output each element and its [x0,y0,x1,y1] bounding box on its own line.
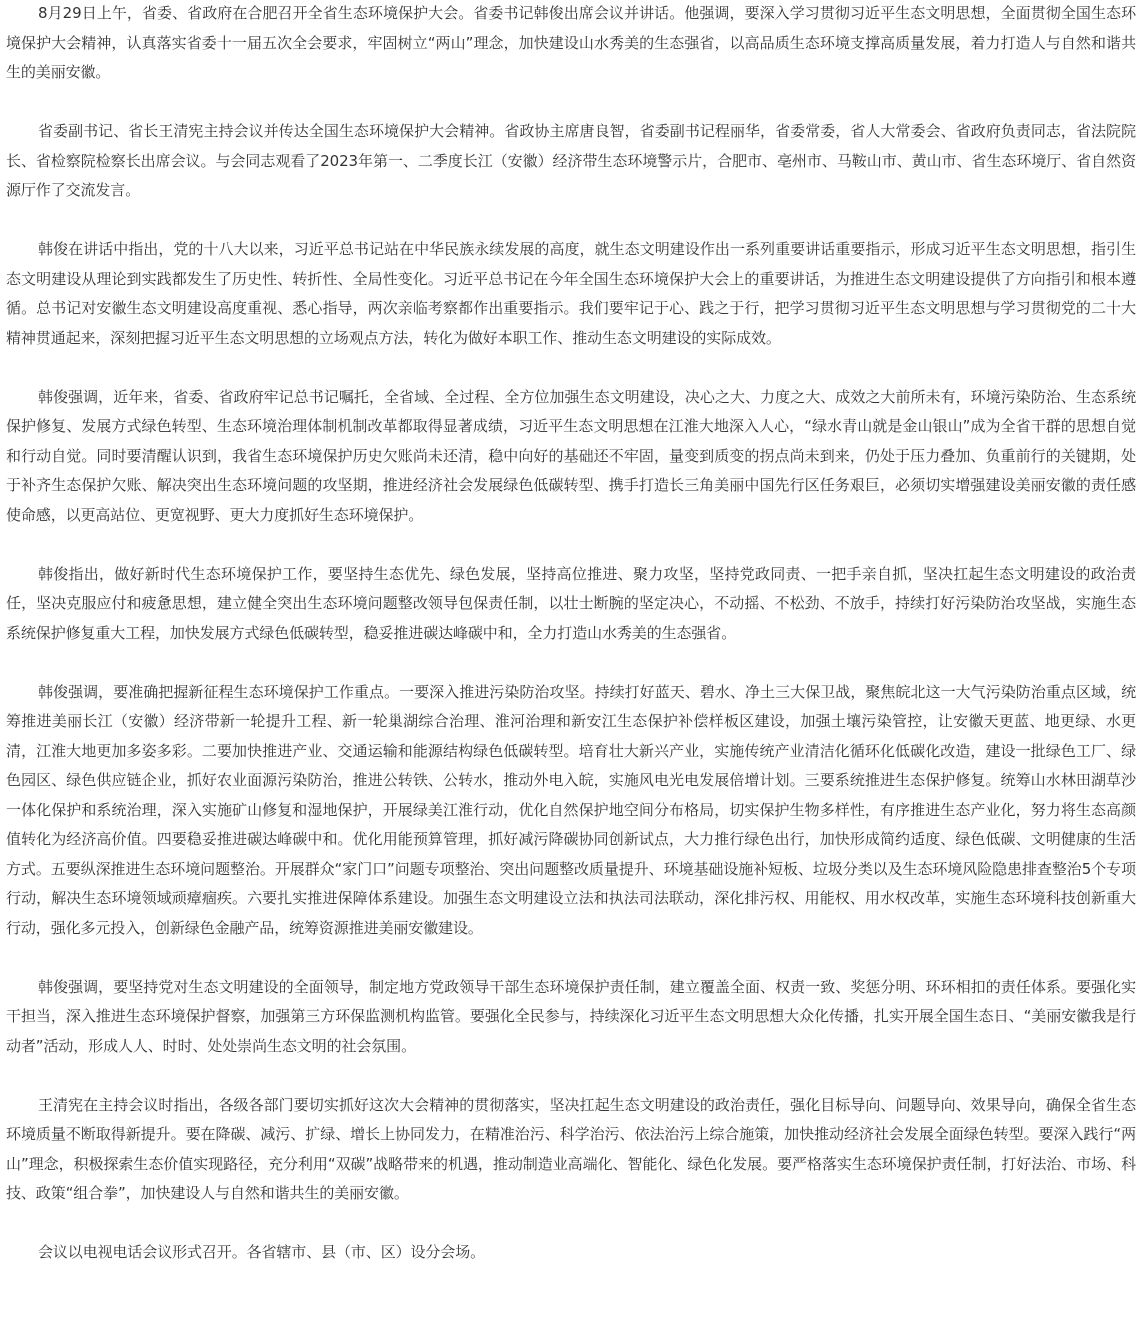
paragraph-4: 韩俊强调，近年来，省委、省政府牢记总书记嘱托，全省域、全过程、全方位加强生态文明建设，决心之大、力度之大、成效之大前所未有，环境污染防治、生态系统保护修复、发展方式绿色转型、生态环境治理体制机制改革都取得显著成绩，习近平生态文明思想在江淮大地深入人心，“绿水青山就是金山银山”成为全省干群的思想自觉和行动自觉。同时要清醒认识到，我省生态环境保护历史欠账尚未还清，稳中向好的基础还不牢固，量变到质变的拐点尚未到来，仍处于压力叠加、负重前行的关键期，处于补齐生态保护欠账、解决突出生态环境问题的攻坚期，推进经济社会发展绿色低碳转型、携手打造长三角美丽中国先行区任务艰巨，必须切实增强建设美丽安徽的责任感使命感，以更高站位、更宽视野、更大力度抓好生态环境保护。 [6,387,1136,524]
paragraph-8: 王清宪在主持会议时指出，各级各部门要切实抓好这次大会精神的贯彻落实，坚决扛起生态文明建设的政治责任，强化目标导向、问题导向、效果导向，确保全省生态环境质量不断取得新提升。要在降碳、减污、扩绿、增长上协同发力，在精准治污、科学治污、依法治污上综合施策，加快推动经济社会发展全面绿色转型。要深入践行“两山”理念，积极探索生态价值实现路径，充分利用“双碳”战略带来的机遇，推动制造业高端化、智能化、绿色化发展。要严格落实生态环境保护责任制，打好法治、市场、科技、政策“组合拳”，加快建设人与自然和谐共生的美丽安徽。 [6,1095,1136,1202]
paragraph-3: 韩俊在讲话中指出，党的十八大以来，习近平总书记站在中华民族永续发展的高度，就生态文明建设作出一系列重要讲话重要指示，形成习近平生态文明思想，指引生态文明建设从理论到实践都发生了历史性、转折性、全局性变化。习近平总书记在今年全国生态环境保护大会上的重要讲话，为推进生态文明建设提供了方向指引和根本遵循。总书记对安徽生态文明建设高度重视、悉心指导，两次亲临考察都作出重要指示。我们要牢记于心、践之于行，把学习贯彻习近平生态文明思想与学习贯彻党的二十大精神贯通起来，深刻把握习近平生态文明思想的立场观点方法，转化为做好本职工作、推动生态文明建设的实际成效。 [6,240,1136,347]
paragraph-2: 省委副书记、省长王清宪主持会议并传达全国生态环境保护大会精神。省政协主席唐良智，省委副书记程丽华，省委常委，省人大常委会、省政府负责同志，省法院院长、省检察院检察长出席会议。与会同志观看了2023年第一、二季度长江（安徽）经济带生态环境警示片，合肥市、亳州市、马鞍山市、黄山市、省生态环境厅、省自然资源厅作了交流发言。 [6,122,1136,199]
paragraph-7: 韩俊强调，要坚持党对生态文明建设的全面领导，制定地方党政领导干部生态环境保护责任制，建立覆盖全面、权责一致、奖惩分明、环环相扣的责任体系。要强化实干担当，深入推进生态环境保护督察，加强第三方环保监测机构监管。要强化全民参与，持续深化习近平生态文明思想大众化传播，扎实开展全国生态日、“美丽安徽我是行动者”活动，形成人人、时时、处处崇尚生态文明的社会氛围。 [6,977,1136,1055]
paragraph-1: 8月29日上午，省委、省政府在合肥召开全省生态环境保护大会。省委书记韩俊出席会议并讲话。他强调，要深入学习贯彻习近平生态文明思想，全面贯彻全国生态环境保护大会精神，认真落实省委十一届五次全会要求，牢固树立“两山”理念，加快建设山水秀美的生态强省，以高品质生态环境支撑高质量发展，着力打造人与自然和谐共生的美丽安徽。 [6,4,1136,81]
paragraph-5: 韩俊指出，做好新时代生态环境保护工作，要坚持生态优先、绿色发展，坚持高位推进、聚力攻坚，坚持党政同责、一把手亲自抓，坚决扛起生态文明建设的政治责任，坚决克服应付和疲惫思想，建立健全突出生态环境问题整改领导包保责任制，以壮士断腕的坚定决心，不动摇、不松劲、不放手，持续打好污染防治攻坚战，实施生态系统保护修复重大工程，加快发展方式绿色低碳转型，稳妥推进碳达峰碳中和，全力打造山水秀美的生态强省。 [6,564,1136,642]
paragraph-9: 会议以电视电话会议形式召开。各省辖市、县（市、区）设分会场。 [38,1243,486,1261]
paragraph-6: 韩俊强调，要准确把握新征程生态环境保护工作重点。一要深入推进污染防治攻坚。持续打好蓝天、碧水、净土三大保卫战，聚焦皖北这一大气污染防治重点区域，统筹推进美丽长江（安徽）经济带新一轮提升工程、新一轮巢湖综合治理、淮河治理和新安江生态保护补偿样板区建设，加强土壤污染管控，让安徽天更蓝、地更绿、水更清，江淮大地更加多姿多彩。二要加快推进产业、交通运输和能源结构绿色低碳转型。培育壮大新兴产业，实施传统产业清洁化循环化低碳化改造，建设一批绿色工厂、绿色园区、绿色供应链企业，抓好农业面源污染防治，推进公转铁、公转水，推动外电入皖，实施风电光电发展倍增计划。三要系统推进生态保护修复。统筹山水林田湖草沙一体化保护和系统治理，深入实施矿山修复和湿地保护，开展绿美江淮行动，优化自然保护地空间分布格局，切实保护生物多样性，有序推进生态产业化，努力将生态高颜值转化为经济高价值。四要稳妥推进碳达峰碳中和。优化用能预算管理，抓好减污降碳协同创新试点，大力推行绿色出行，加快形成简约适度、绿色低碳、文明健康的生活方式。五要纵深推进生态环境问题整治。开展群众“家门口”问题专项整治、突出问题整改质量提升、环境基础设施补短板、垃圾分类以及生态环境风险隐患排查整治5个专项行动，解决生态环境领域顽瘴痼疾。六要扎实推进保障体系建设。加强生态文明建设立法和执法司法联动，深化排污权、用能权、用水权改革，实施生态环境科技创新重大行动，强化多元投入，创新绿色金融产品，统筹资源推进美丽安徽建设。 [6,682,1136,937]
